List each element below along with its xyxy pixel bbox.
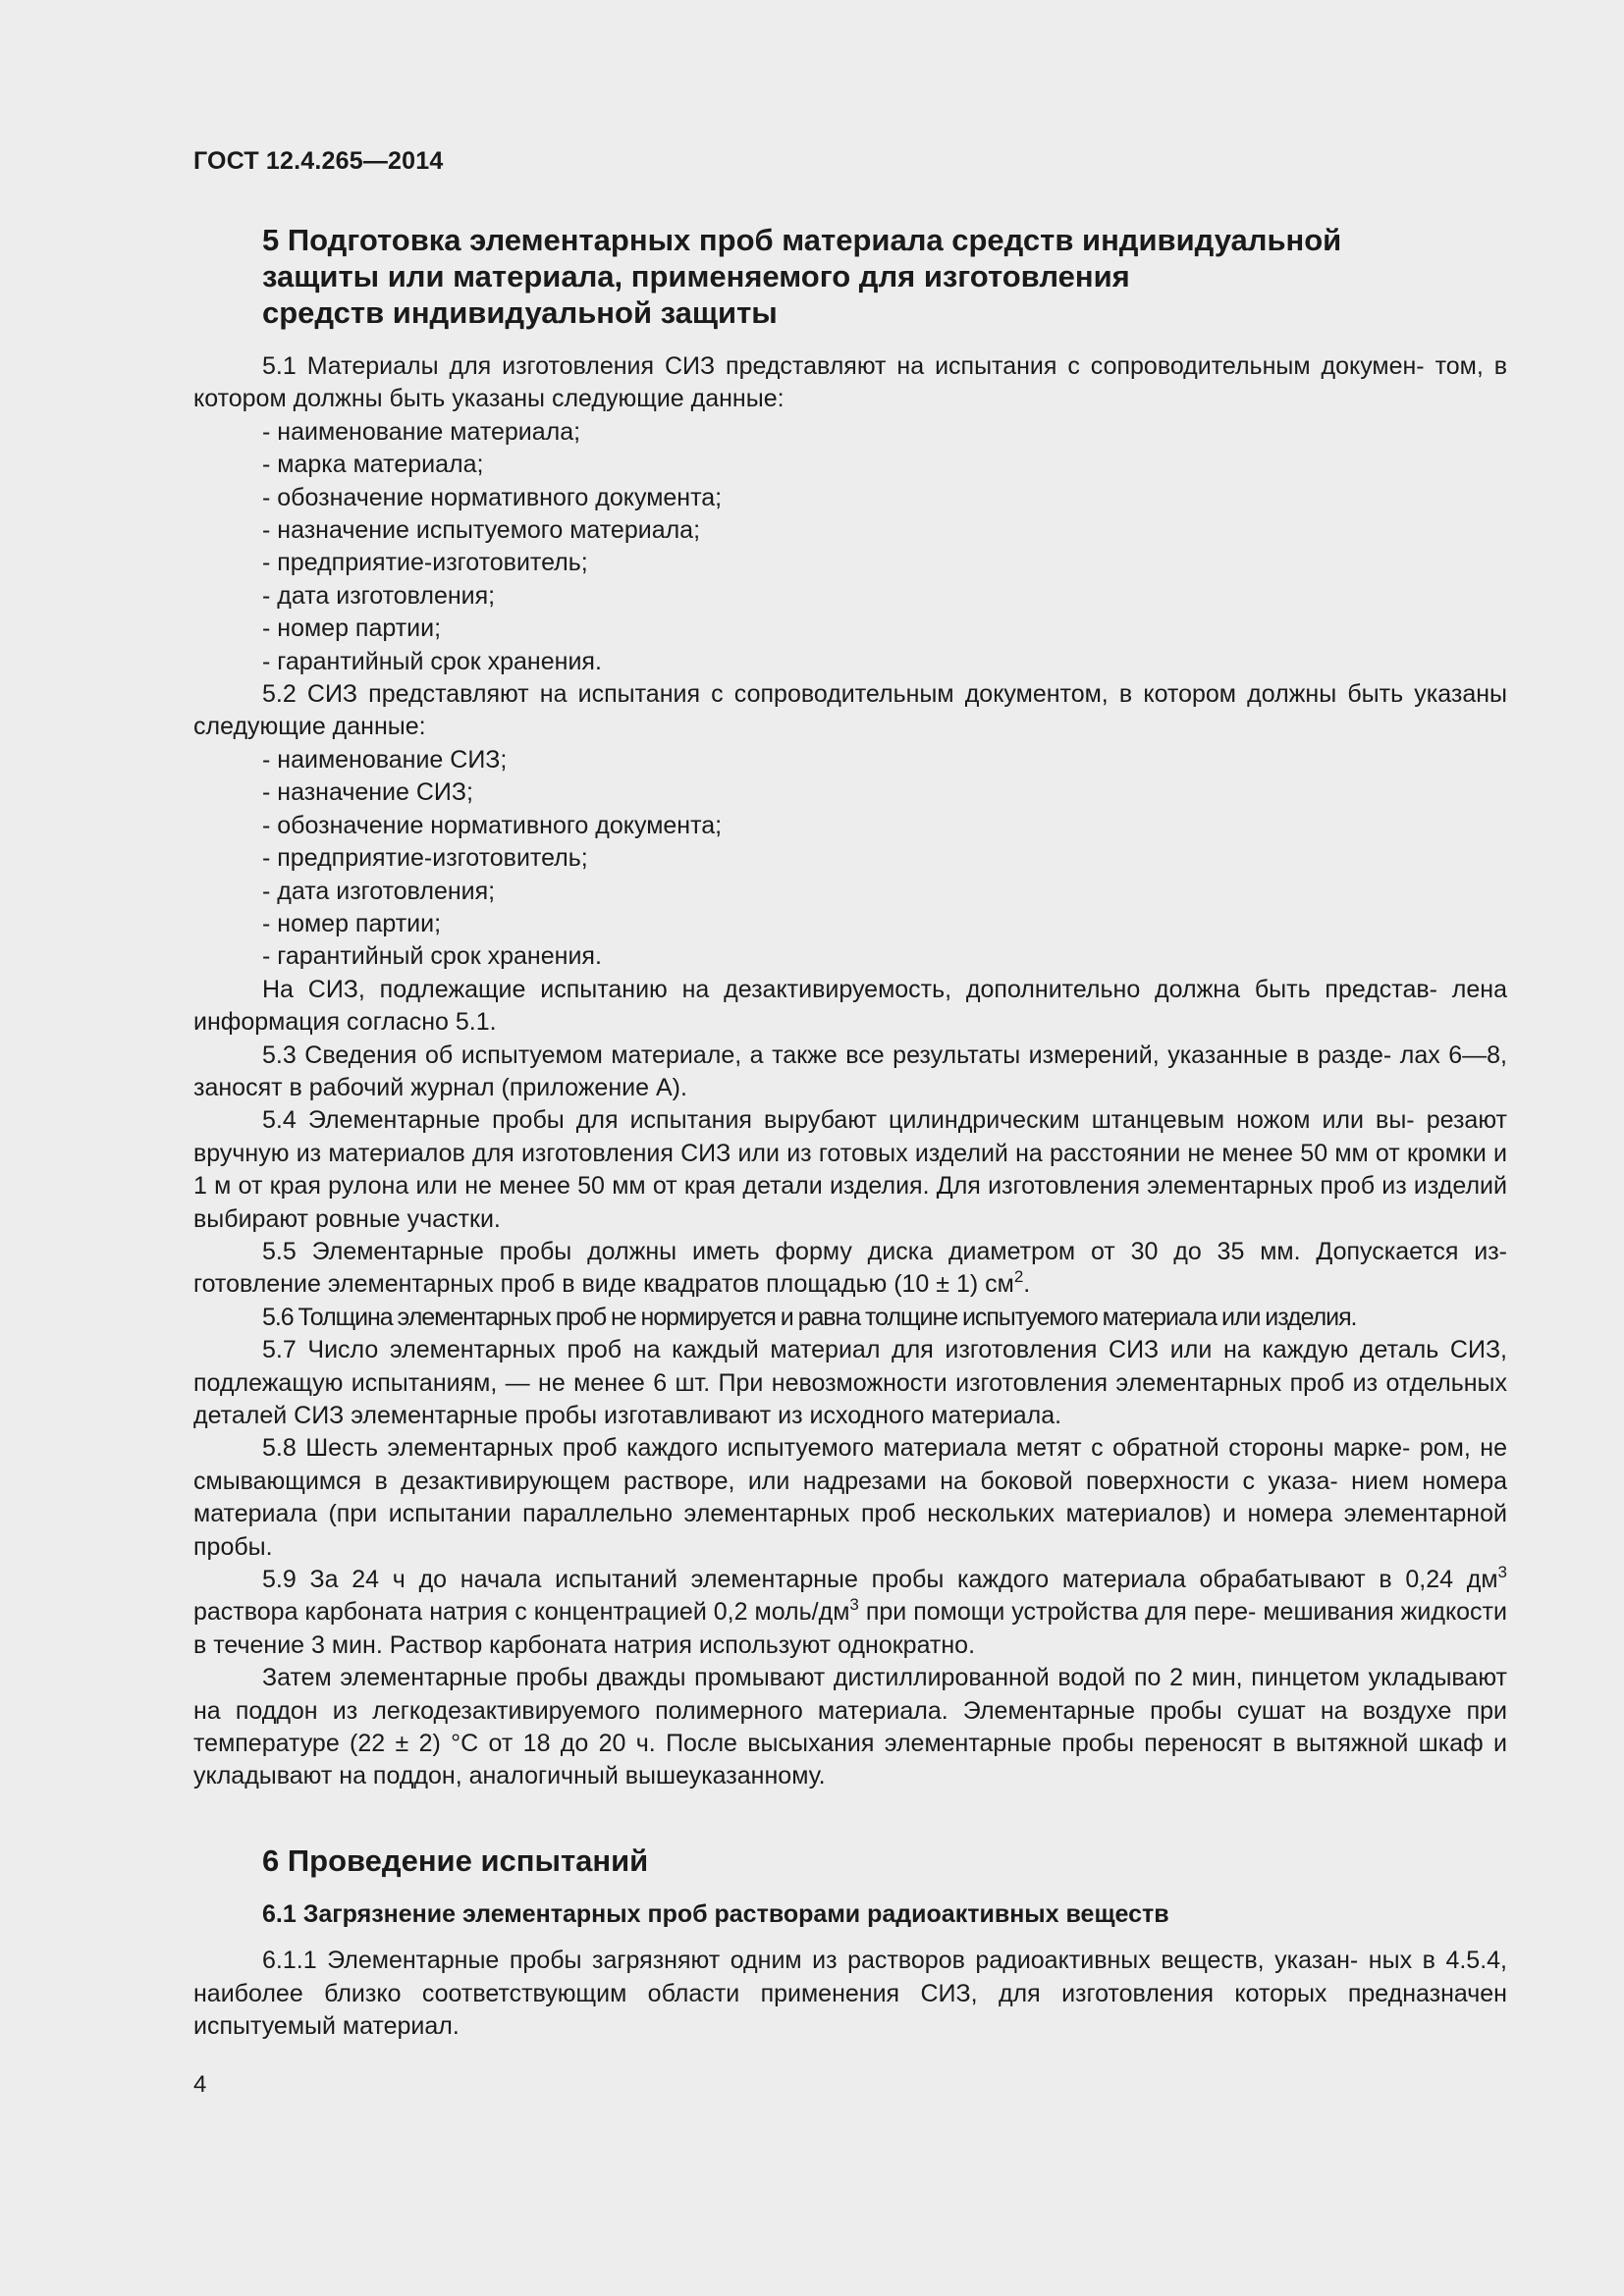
paragraph-5-7: 5.7 Число элементарных проб на каждый материал для изготовления СИЗ или на каждую деталь СИЗ, подлежащую испытаниям, — не менее 6 шт. При невозможности изготовления элементарных проб из отдельных деталей СИЗ элементарные пробы изготавливают из исходного материала. [193, 1336, 1507, 1429]
paragraph-5-3: 5.3 Сведения об испытуемом материале, а также все результаты измерений, указанные в разде- лах 6—8, заносят в рабочий журнал (приложение А). [193, 1041, 1507, 1101]
list-5-1 [193, 416, 1507, 678]
section-5-title-line: 5 Подготовка элементарных проб материала средств индивидуальной [262, 223, 1342, 257]
list-item: - назначение СИЗ; [262, 778, 473, 807]
superscript: 3 [849, 1595, 859, 1615]
paragraph-5-9-part: раствора карбоната натрия с концентрацией 0,2 моль/дм [193, 1598, 850, 1627]
paragraph-5-6: 5.6 Толщина элементарных проб не нормируется и равна толщине испытуемого материала или изделия. [262, 1303, 1357, 1331]
section-5-title [262, 222, 1507, 331]
paragraph-5-9-part: 5.9 За 24 ч до начала испытаний элементарные пробы каждого материала обрабатывают в 0,24 дм [262, 1566, 1498, 1594]
paragraph-5-9-extra: Затем элементарные пробы дважды промывают дистиллированной водой по 2 мин, пинцетом укладывают на поддон из легкодезактивируемого полимерного материала. Элементарные пробы сушат на воздухе при температуре (22 ± 2) °С от 18 до 20 ч. После высыхания элементарные пробы переносят в вытяжной шкаф и укладывают на поддон, аналогичный вышеуказанному. [193, 1664, 1507, 1790]
list-item: - назначение испытуемого материала; [262, 516, 701, 545]
standard-code: ГОСТ 12.4.265—2014 [193, 147, 444, 175]
paragraph-6-1-1: 6.1.1 Элементарные пробы загрязняют одним из растворов радиоактивных веществ, указан- ных в 4.5.4, наиболее близко соответствующим области применения СИЗ, для изготовления которых предназначен испытуемый материал. [193, 1947, 1507, 2041]
section-5-title-line: защиты или материала, применяемого для изготовления [262, 259, 1130, 294]
list-item: - дата изготовления; [262, 877, 496, 905]
list-item: - номер партии; [262, 909, 442, 937]
paragraph-5-1: 5.1 Материалы для изготовления СИЗ представляют на испытания с сопроводительным докумен- том, в котором должны быть указаны следующие данные: [193, 352, 1507, 413]
section-6-title: 6 Проведение испытаний [262, 1842, 649, 1878]
subsection-6-1-title: 6.1 Загрязнение элементарных проб растворами радиоактивных веществ [262, 1899, 1169, 1928]
list-item: - предприятие-изготовитель; [262, 844, 588, 873]
page-number: 4 [193, 2071, 207, 2098]
list-item: - номер партии; [262, 614, 442, 643]
paragraph-5-4: 5.4 Элементарные пробы для испытания вырубают цилиндрическим штанцевым ножом или вы- резают вручную из материалов для изготовления СИЗ или из готовых изделий на расстоянии не менее 50 мм от кромки и 1 м от края рулона или не менее 50 мм от края детали изделия. Для изготовления элементарных проб из изделий выбирают ровные участки. [193, 1106, 1507, 1233]
paragraph-5-2-extra: На СИЗ, подлежащие испытанию на дезактивируемость, дополнительно должна быть представ- лена информация согласно 5.1. [193, 975, 1507, 1037]
superscript: 2 [1013, 1267, 1024, 1287]
list-item: - наименование материала; [262, 417, 581, 446]
superscript: 3 [1497, 1563, 1507, 1582]
paragraph-5-8: 5.8 Шесть элементарных проб каждого испытуемого материала метят с обратной стороны марке- ром, не смывающимся в дезактивирующем растворе, или надрезами на боковой поверхности с указа- нием номера материала (при испытании параллельно элементарных проб нескольких материалов) и номера элементарной пробы. [193, 1434, 1507, 1561]
paragraph-5-9 [193, 1564, 1507, 1662]
list-item: - предприятие-изготовитель; [262, 549, 588, 577]
paragraph-5-2: 5.2 СИЗ представляют на испытания с сопроводительным документом, в котором должны быть указаны следующие данные: [193, 680, 1507, 741]
page-content [193, 222, 1507, 2044]
list-item: - дата изготовления; [262, 581, 496, 610]
list-item: - марка материала; [262, 451, 484, 479]
list-item: - обозначение нормативного документа; [262, 483, 723, 511]
paragraph-5-5-text: 5.5 Элементарные пробы должны иметь форму диска диаметром от 30 до 35 мм. Допускается из- готовление элементарных проб в виде квадратов площадью (10 ± 1) см [193, 1237, 1507, 1299]
list-item: - наименование СИЗ; [262, 745, 508, 774]
paragraph-5-5 [193, 1236, 1507, 1302]
paragraph-5-5-end: . [1023, 1270, 1031, 1299]
section-5-title-line: средств индивидуальной защиты [262, 295, 778, 330]
list-5-2 [193, 744, 1507, 974]
list-item: - гарантийный срок хранения. [262, 647, 602, 675]
paragraph-5-9-part: при помощи устройства для пере- мешивания жидкости в течение 3 мин. Раствор карбоната натрия используют однократно. [193, 1598, 1507, 1659]
list-item: - обозначение нормативного документа; [262, 811, 723, 839]
list-item: - гарантийный срок хранения. [262, 942, 602, 971]
